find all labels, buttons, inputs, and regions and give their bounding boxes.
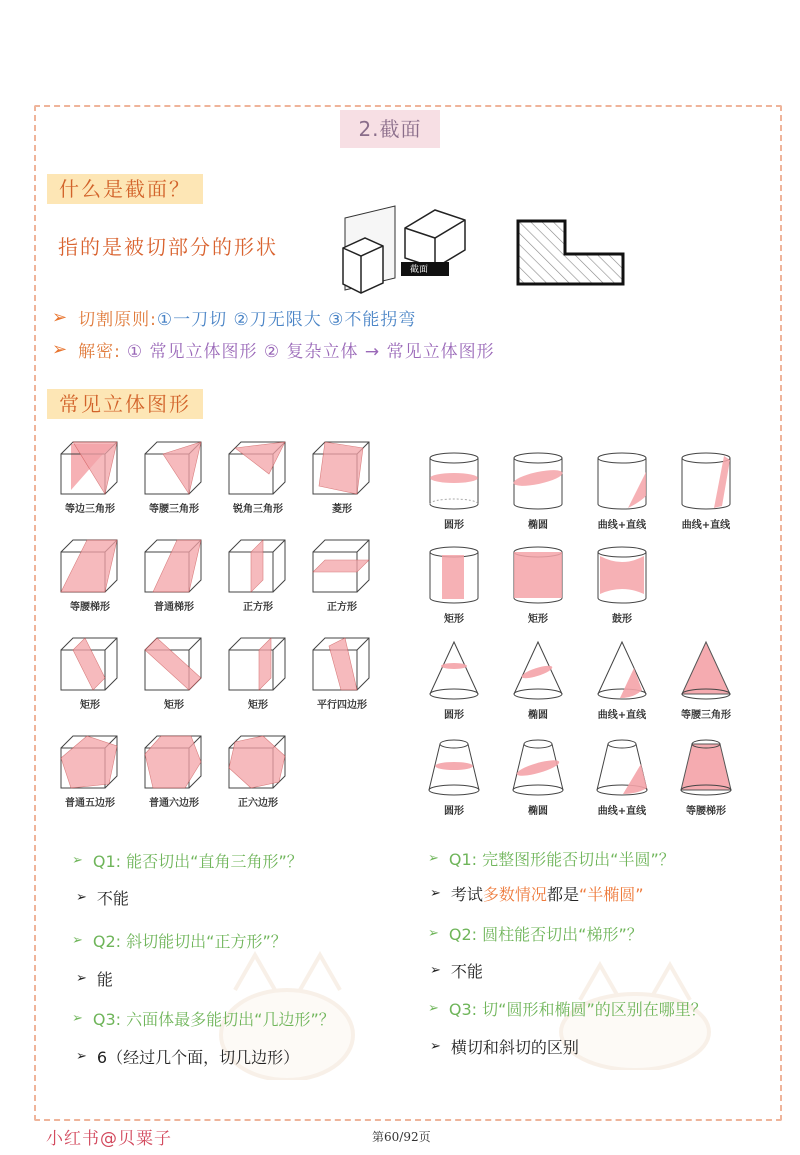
cube-icon	[141, 630, 207, 694]
definition-text: 指的是被切部分的形状	[58, 235, 278, 259]
cylinder-drum	[582, 544, 662, 625]
answer-text: 横切和斜切的区别	[450, 1038, 579, 1057]
cylinder-icon	[510, 544, 566, 608]
cube-icon	[57, 434, 123, 498]
cube-square-horizontal	[302, 532, 382, 613]
arrow-bullet-icon: ➢	[76, 890, 87, 905]
qa-left-q2	[72, 929, 287, 952]
cylinder-label: 圆形	[444, 520, 464, 531]
cube-square-vertical	[218, 532, 298, 613]
answer-text-pre: 考试	[450, 885, 483, 904]
cube-parallelogram	[302, 630, 382, 711]
arrow-bullet-icon: ➢	[430, 886, 441, 901]
cube-label: 锐角三角形	[233, 504, 283, 515]
hatched-section-shape	[515, 218, 627, 288]
qa-right-q2	[428, 922, 643, 945]
qa-right-a3	[430, 1035, 579, 1058]
cylinder-label: 曲线+直线	[681, 520, 731, 531]
cube-hexagon	[134, 728, 214, 809]
qa-right-a1	[430, 882, 644, 905]
frustum-label: 曲线+直线	[597, 806, 647, 817]
tag-what-is-section: 什么是截面？	[47, 174, 203, 204]
cone-label: 等腰三角形	[681, 710, 731, 721]
cube-icon	[57, 728, 123, 792]
key-principle	[52, 337, 495, 362]
cylinder-icon	[426, 450, 482, 514]
cube-acute-triangle	[218, 434, 298, 515]
cube-label: 矩形	[248, 700, 268, 711]
arrow-bullet-icon: ➢	[72, 1011, 83, 1026]
cube-label: 等边三角形	[65, 504, 115, 515]
arrow-bullet-icon: ➢	[52, 339, 69, 360]
frustum-icon	[509, 736, 567, 800]
cone-icon	[594, 638, 650, 704]
cone-curve-line	[582, 638, 662, 721]
cube-label: 等腰梯形	[70, 602, 110, 613]
qa-left-a2	[76, 967, 113, 990]
arrow-bullet-icon: ➢	[428, 851, 439, 866]
answer-text-mid: 都是	[546, 885, 579, 904]
question-text: Q3: 切“圆形和椭圆”的区别在哪里？	[448, 1000, 707, 1019]
cube-rectangle-1	[50, 630, 130, 711]
frustum-icon	[425, 736, 483, 800]
qa-left-a3	[76, 1045, 299, 1068]
cube-icon	[57, 532, 123, 596]
cube-label: 矩形	[164, 700, 184, 711]
frustum-ellipse	[498, 736, 578, 817]
answer-text: 不能	[450, 962, 483, 981]
cylinder-rect-1	[414, 544, 494, 625]
frustum-curve-line	[582, 736, 662, 817]
cube-label: 菱形	[332, 504, 352, 515]
cube-icon	[141, 434, 207, 498]
cube-icon	[141, 532, 207, 596]
footer-brand: 小红书@贝粟子	[46, 1129, 172, 1149]
illustration-label: 截面	[410, 265, 429, 275]
question-text: Q2: 圆柱能否切出“梯形”？	[448, 925, 643, 944]
frustum-isosceles-trapezoid	[666, 736, 746, 817]
cylinder-curve-line-2	[666, 450, 746, 531]
cube-label: 等腰三角形	[149, 504, 199, 515]
tag-common-solids: 常见立体图形	[47, 389, 203, 419]
cone-icon	[426, 638, 482, 704]
qa-right-q1	[428, 847, 675, 870]
arrow-bullet-icon: ➢	[52, 307, 69, 328]
cube-isosceles-trapezoid	[50, 532, 130, 613]
cylinder-icon	[678, 450, 734, 514]
page-number: 第60/92页	[372, 1130, 431, 1144]
solids-figure	[50, 426, 740, 836]
cone-label: 椭圆	[528, 710, 548, 721]
qa-right-a2	[430, 959, 483, 982]
arrow-bullet-icon: ➢	[430, 963, 441, 978]
frustum-label: 圆形	[444, 806, 464, 817]
question-text: Q1: 完整图形能否切出“半圆”？	[448, 850, 675, 869]
cylinder-circle	[414, 450, 494, 531]
cylinder-icon	[510, 450, 566, 514]
question-text: Q3: 六面体最多能切出“几边形”？	[92, 1010, 335, 1029]
qa-left-a1	[76, 886, 129, 909]
arrow-bullet-icon: ➢	[428, 1001, 439, 1016]
arrow-bullet-icon: ➢	[428, 926, 439, 941]
cylinder-label: 矩形	[528, 614, 548, 625]
arrow-bullet-icon: ➢	[76, 971, 87, 986]
cube-pentagon	[50, 728, 130, 809]
cylinder-icon	[594, 450, 650, 514]
qa-left-q3	[72, 1007, 335, 1030]
cut-principle	[52, 305, 416, 330]
cylinder-label: 椭圆	[528, 520, 548, 531]
cone-label: 圆形	[444, 710, 464, 721]
cube-label: 正方形	[327, 602, 357, 613]
cube-equilateral-triangle	[50, 434, 130, 515]
key-principle-body: ① 常见立体图形 ② 复杂立体 → 常见立体图形	[126, 342, 495, 362]
cone-isosceles-triangle	[666, 638, 746, 721]
cone-icon	[510, 638, 566, 704]
cylinder-label: 矩形	[444, 614, 464, 625]
cube-icon	[225, 630, 291, 694]
answer-highlight: “半椭圆”	[578, 885, 644, 904]
cutting-illustration	[335, 198, 480, 298]
cylinder-icon	[426, 544, 482, 608]
frustum-icon	[677, 736, 735, 800]
cube-rhombus	[302, 434, 382, 515]
frustum-label: 椭圆	[528, 806, 548, 817]
qa-left-q1	[72, 849, 303, 872]
cube-icon	[309, 630, 375, 694]
cube-icon	[309, 532, 375, 596]
cut-principle-body: ①一刀切 ②刀无限大 ③不能拐弯	[156, 310, 417, 330]
frustum-icon	[593, 736, 651, 800]
cylinder-label: 曲线+直线	[597, 520, 647, 531]
cut-principle-prefix: 切割原则:	[78, 310, 157, 330]
key-principle-prefix: 解密:	[78, 342, 121, 362]
cube-label: 正方形	[243, 602, 273, 613]
cylinder-icon	[594, 544, 650, 608]
cube-label: 正六边形	[238, 798, 278, 809]
arrow-bullet-icon: ➢	[430, 1039, 441, 1054]
cube-icon	[57, 630, 123, 694]
arrow-bullet-icon: ➢	[72, 933, 83, 948]
answer-highlight: 多数情况	[482, 885, 547, 904]
cube-icon	[225, 532, 291, 596]
qa-right-q3	[428, 997, 707, 1020]
cube-regular-hexagon	[218, 728, 298, 809]
answer-text: 能	[96, 970, 113, 989]
section-title: 2.截面	[340, 110, 440, 148]
cube-rectangle-3	[218, 630, 298, 711]
cube-icon	[309, 434, 375, 498]
answer-text: 不能	[96, 889, 129, 908]
cylinder-rect-2	[498, 544, 578, 625]
cube-label: 普通梯形	[154, 602, 194, 613]
cube-label: 平行四边形	[317, 700, 367, 711]
question-text: Q1: 能否切出“直角三角形”？	[92, 852, 303, 871]
cone-circle	[414, 638, 494, 721]
cylinder-ellipse	[498, 450, 578, 531]
cone-icon	[678, 638, 734, 704]
cube-trapezoid	[134, 532, 214, 613]
cube-icon	[141, 728, 207, 792]
cone-label: 曲线+直线	[597, 710, 647, 721]
cone-ellipse	[498, 638, 578, 721]
arrow-bullet-icon: ➢	[76, 1049, 87, 1064]
cube-label: 普通六边形	[149, 798, 199, 809]
cube-label: 矩形	[80, 700, 100, 711]
question-text: Q2: 斜切能切出“正方形”？	[92, 932, 287, 951]
frustum-label: 等腰梯形	[686, 806, 726, 817]
cube-label: 普通五边形	[65, 798, 115, 809]
arrow-bullet-icon: ➢	[72, 853, 83, 868]
cube-isosceles-triangle	[134, 434, 214, 515]
cylinder-label: 鼓形	[612, 614, 632, 625]
cube-rectangle-2	[134, 630, 214, 711]
cube-icon	[225, 728, 291, 792]
cube-icon	[225, 434, 291, 498]
frustum-circle	[414, 736, 494, 817]
cylinder-curve-line-1	[582, 450, 662, 531]
answer-text: 6（经过几个面，切几边形）	[96, 1048, 300, 1067]
